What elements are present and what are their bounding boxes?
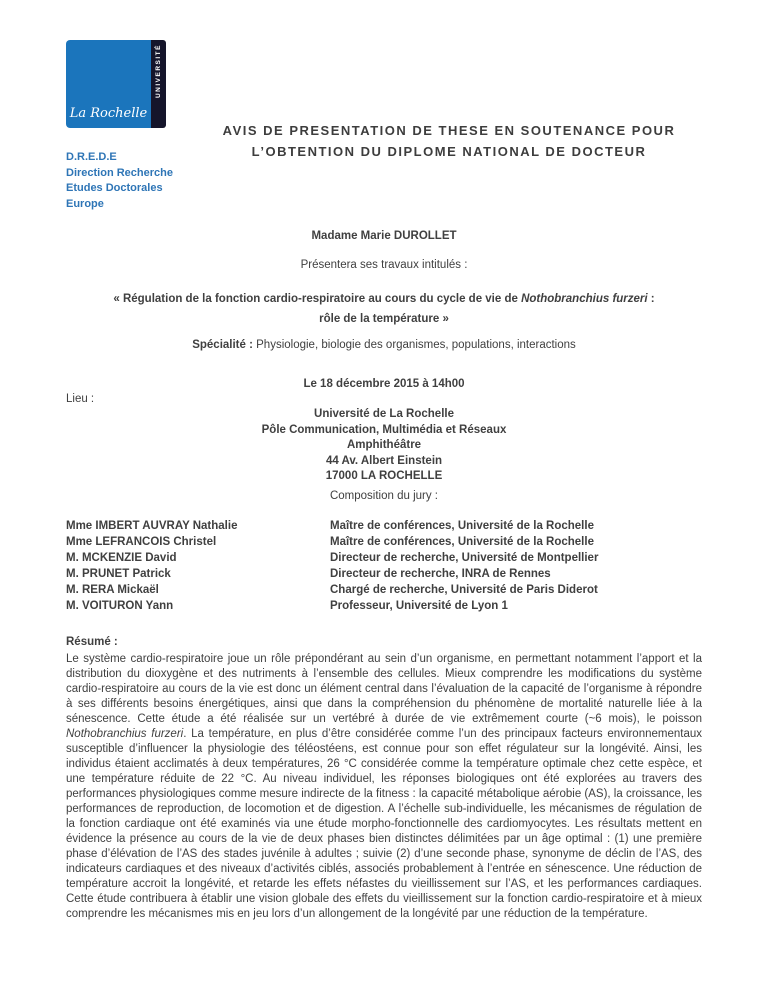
document-title-line2: L’OBTENTION DU DIPLOME NATIONAL DE DOCTEUR [251, 144, 647, 159]
jury-member-role: Directeur de recherche, Université de Montpellier [330, 551, 599, 564]
thesis-title-colon: : [647, 293, 655, 305]
thesis-title-line2: rôle de la température » [319, 313, 449, 325]
jury-member-name: M. VOITURON Yann [66, 599, 174, 612]
location-label: Lieu : [66, 393, 95, 405]
org-block [66, 150, 196, 212]
jury-member-name: M. RERA Mickaël [66, 583, 159, 596]
jury-member-role: Maître de conférences, Université de la Rochelle [330, 535, 594, 548]
specialty-line [66, 339, 702, 352]
venue-section [66, 393, 702, 485]
jury-row [66, 518, 702, 534]
jury-row [66, 598, 702, 614]
org-line-drede: D.R.E.D.E [66, 151, 117, 163]
logo-universite-vertical-text: UNIVERSITÉ [155, 44, 162, 99]
presentation-intro: Présentera ses travaux intitulés : [300, 259, 468, 271]
jury-member-name: Mme LEFRANCOIS Christel [66, 535, 217, 548]
address-line-building: Pôle Communication, Multimédia et Réseaux [261, 423, 507, 436]
jury-member-role: Chargé de recherche, Université de Paris Diderot [330, 583, 598, 596]
address-line-city: 17000 LA ROCHELLE [325, 470, 443, 482]
abstract-section [66, 635, 702, 922]
defense-datetime: Le 18 décembre 2015 à 14h00 [303, 378, 465, 390]
thesis-species-italic: Nothobranchius furzeri [521, 293, 648, 305]
address-line-street: 44 Av. Albert Einstein [325, 454, 443, 467]
specialty-label: Spécialité : [192, 339, 253, 351]
jury-member-name: M. PRUNET Patrick [66, 567, 171, 580]
address-line-room: Amphithéâtre [346, 439, 422, 451]
abstract-label: Résumé : [66, 635, 118, 648]
jury-list [66, 518, 702, 614]
jury-member-role: Maître de conférences, Université de la Rochelle [330, 519, 594, 532]
jury-heading: Composition du jury : [329, 489, 439, 502]
logo-dark-strip [151, 40, 166, 128]
logo-blue-panel [66, 40, 151, 128]
org-line-etudes-doctorales: Etudes Doctorales [66, 182, 163, 194]
address-line-university: Université de La Rochelle [314, 408, 454, 420]
jury-member-name: M. MCKENZIE David [66, 551, 177, 564]
org-line-direction-recherche: Direction Recherche [66, 166, 173, 179]
jury-member-role: Directeur de recherche, INRA de Rennes [330, 567, 551, 580]
university-logo [66, 40, 166, 128]
jury-row [66, 582, 702, 598]
thesis-title [66, 289, 702, 329]
candidate-name: Madame Marie DUROLLET [311, 230, 457, 242]
jury-member-role: Professeur, Université de Lyon 1 [330, 599, 508, 612]
abstract-paragraph [66, 652, 702, 922]
jury-row [66, 550, 702, 566]
abstract-part1: Le système cardio-respiratoire joue un rôle prépondérant au sein d’un organisme, en permettant notamment l’apport et la distribution du dioxygène et des nutriments à l’ensemble des cellules. Mieux comprendre les modifications du système cardio-respiratoire au cours de la vie est donc un élément central dans l’évaluation de la capacité de l’organisme à répondre à ses différents besoins énergétiques, ainsi que dans la compréhension du phénomène de mortalité naturelle liée à la sénescence. Cette étude a été réalisée sur un vertébré à durée de vie extrêmement courte (~6 mois), le poisson [66, 652, 702, 725]
specialty-text: Physiologie, biologie des organismes, populations, interactions [256, 339, 576, 351]
abstract-species-italic: Nothobranchius furzeri [66, 727, 184, 740]
org-line-europe: Europe [66, 197, 104, 210]
jury-member-name: Mme IMBERT AUVRAY Nathalie [66, 519, 238, 532]
thesis-title-prefix: « Régulation de la fonction cardio-respiratoire au cours du cycle de vie de [113, 293, 522, 305]
document-title-line1: AVIS DE PRESENTATION DE THESE EN SOUTENANCE POUR [222, 123, 676, 138]
document-title [223, 120, 676, 162]
jury-row [66, 534, 702, 550]
header [66, 40, 702, 212]
jury-row [66, 566, 702, 582]
address-block [66, 393, 702, 485]
abstract-part2: . La température, en plus d’être considérée comme l’un des principaux facteurs environnementaux susceptible d’influencer la physiologie des téléostéens, est connue pour son effet régulateur sur la longévité. Ainsi, les individus étaient acclimatés à deux températures, 26 °C considérée comme la température optimale chez cette espèce, et une température réduite de 22 °C. Au niveau individuel, les réponses biologiques ont été explorées au travers des performances physiologiques comme mesure indirecte de la fitness : la capacité métabolique aérobie (AS), la croissance, les performances de reproduction, de locomotion et de digestion. A l’échelle sub-individuelle, les mécanismes de régulation de la fonction cardiaque ont été examinés via une étude morpho-fonctionnelle des cardiomyocytes. Les résultats mettent en évidence la présence au cours de la vie de deux phases bien distinctes délimitées par un âge optimal : (1) une première phase d’élévation de l’AS des stades juvénile à adultes ; suivie (2) d’une seconde phase, synonyme de déclin de l’AS, des indicateurs cardiaques et des niveaux d’activités ciblés, associés probablement à l’entrée en sénescence. Une réduction de température accroit la longévité, et retarde les effets néfastes du vieillissement sur l’AS, et les performances cardiaques. Cette étude contribuera à établir une vision globale des effets du vieillissement sur la fonction cardio-respiratoire et à mieux comprendre les mécanismes mis en jeu lors d’un allongement de la longévité par une réduction de la température. [66, 727, 703, 920]
logo-column [66, 40, 196, 212]
logo-brand-text: La Rochelle [69, 106, 148, 121]
title-area [196, 40, 702, 212]
